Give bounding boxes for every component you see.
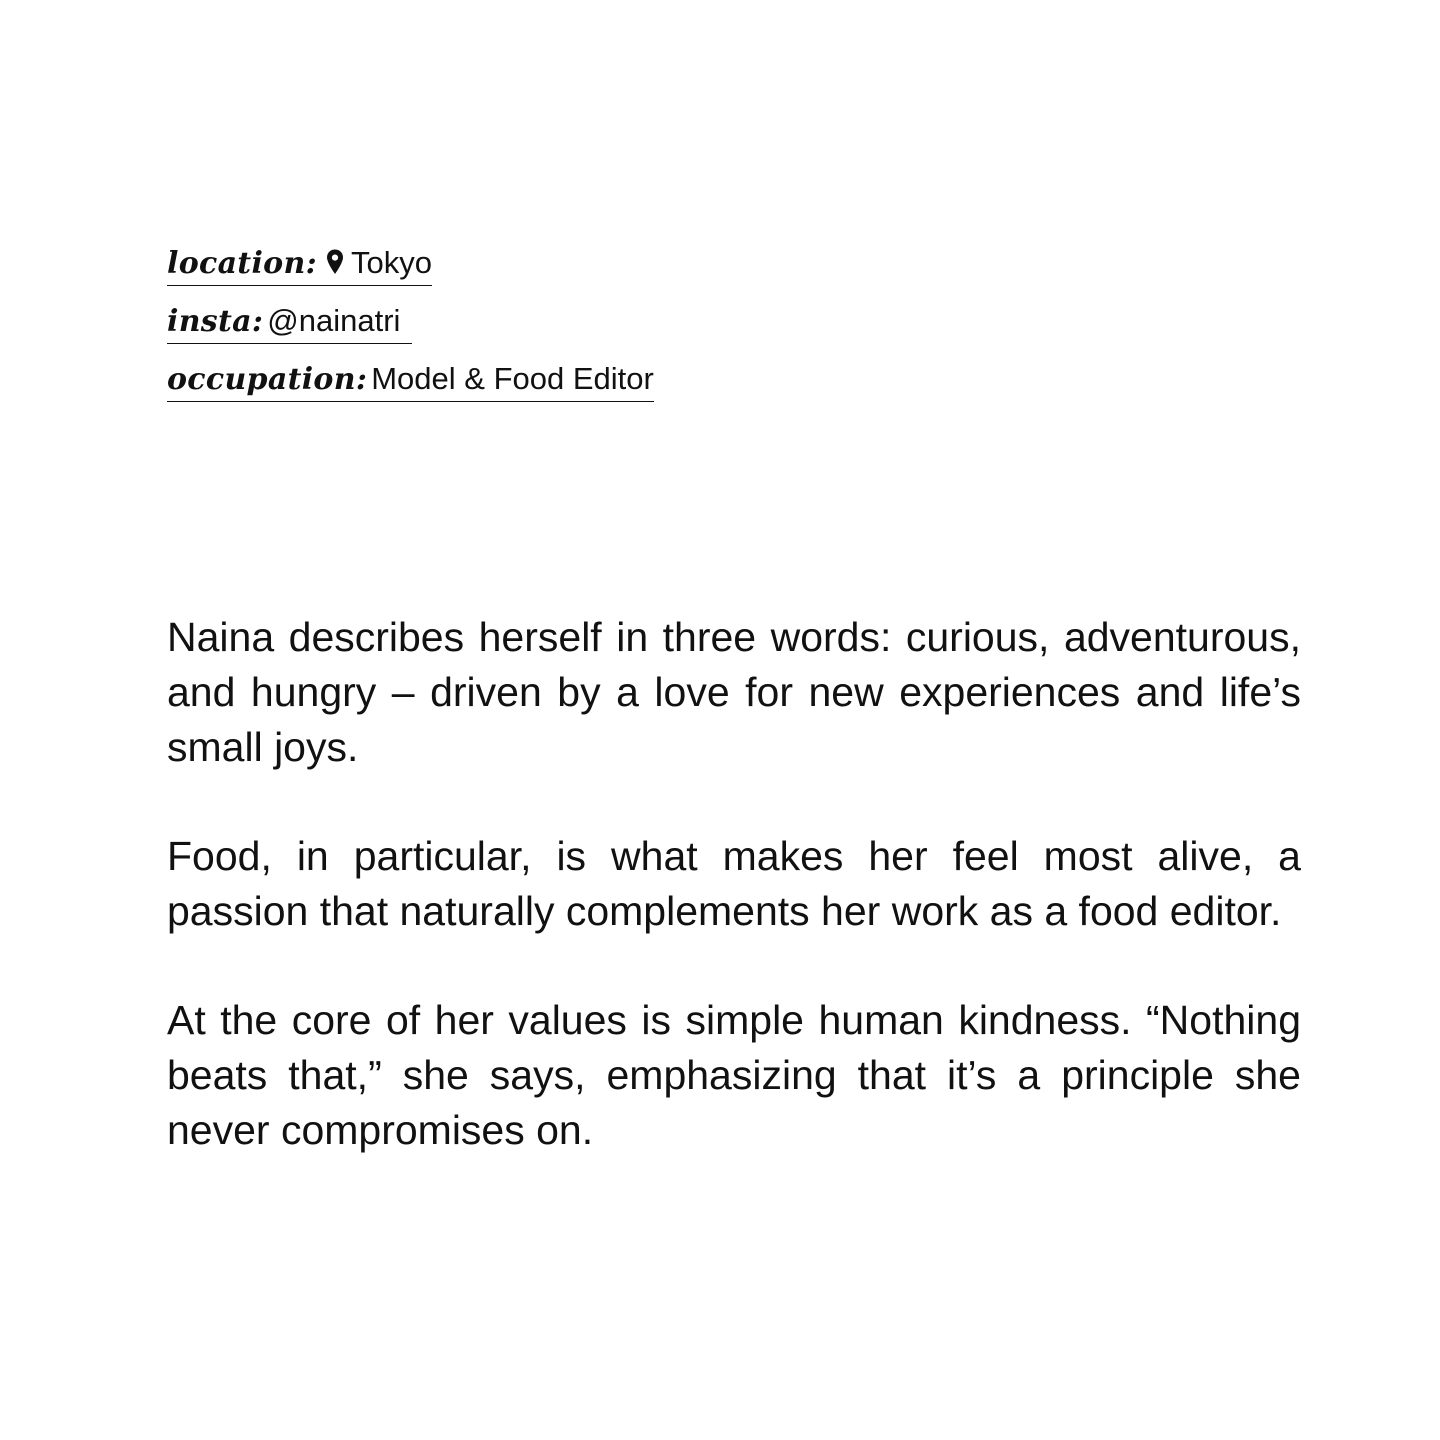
location-row-wrap: [167, 240, 654, 298]
location-label: location:: [167, 246, 317, 281]
location-row: [167, 240, 432, 286]
occupation-label: occupation:: [167, 362, 368, 397]
occupation-value: Model & Food Editor: [371, 361, 654, 396]
bio-text: [167, 610, 1301, 1212]
bio-paragraph-3: At the core of her values is simple human kindness. “Nothing beats that,” she says, emphasizing that it’s a principle she never compromises on.: [167, 997, 1301, 1153]
insta-row-wrap: [167, 298, 654, 356]
insta-row: [167, 298, 412, 344]
bio-paragraph-2: Food, in particular, is what makes her feel most alive, a passion that naturally complements her work as a food editor.: [167, 833, 1301, 934]
insta-label: insta:: [167, 304, 264, 339]
insta-handle[interactable]: @nainatri: [267, 303, 401, 338]
location-value: Tokyo: [350, 245, 432, 280]
occupation-row-wrap: [167, 356, 654, 414]
map-pin-icon: [325, 248, 345, 276]
bio-paragraph-1: Naina describes herself in three words: curious, adventurous, and hungry – driven by a love for new experiences and life’s small joys.: [167, 614, 1301, 770]
profile-details: [167, 240, 654, 414]
occupation-row: [167, 356, 654, 402]
